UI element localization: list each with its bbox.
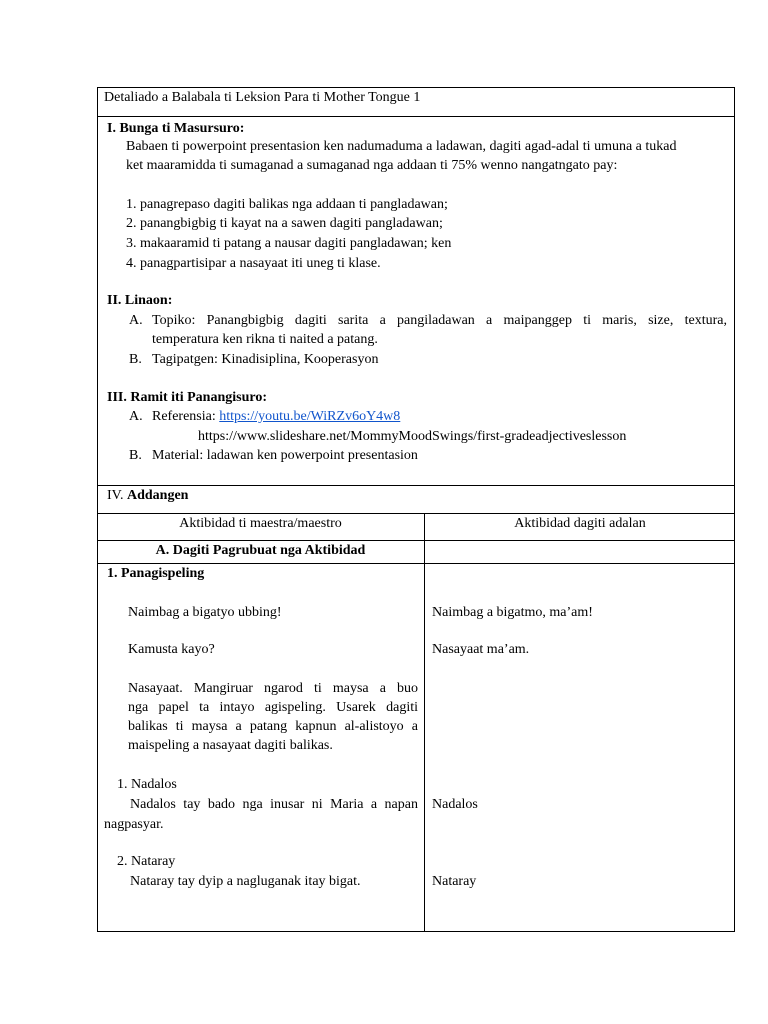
section1-intro-line1: Babaen ti powerpoint presentasion ken nadumaduma a ladawan, dagiti agad-adal ti umuna a tukad	[126, 139, 677, 154]
objective-item: 2. panangbigbig ti kayat na a sawen dagiti pangladawan;	[126, 216, 443, 231]
section3-heading: III. Ramit iti Panangisuro:	[107, 390, 267, 405]
word1-sentence-line2: nagpasyar.	[104, 817, 164, 832]
section3-a-label: A.	[129, 409, 143, 424]
teacher-greeting: Naimbag a bigatyo ubbing!	[128, 605, 282, 620]
column-header-students: Aktibidad dagiti adalan	[514, 516, 646, 531]
table-subsection-divider	[97, 563, 735, 564]
objective-item: 3. makaaramid ti patang a nausar dagiti pangladawan; ken	[126, 236, 452, 251]
section3-b-label: B.	[129, 448, 142, 463]
word1-label: 1. Nadalos	[117, 777, 177, 792]
teacher-instruction-line: nga papel ta intayo agispeling. Usarek dagiti	[128, 700, 418, 715]
slideshare-reference: https://www.slideshare.net/MommyMoodSwings/first-gradeadjectiveslesson	[198, 429, 627, 444]
reference-prefix: Referensia:	[152, 409, 220, 424]
word2-answer: Nataray	[432, 874, 477, 889]
word2-sentence: Nataray tay dyip a nagluganak itay bigat.	[130, 874, 361, 889]
document-title: Detaliado a Balabala ti Leksion Para ti Mother Tongue 1	[104, 90, 421, 105]
table-column-divider	[424, 513, 425, 932]
section3-reference	[152, 408, 400, 426]
subsection-a-title: A. Dagiti Pagrubuat nga Aktibidad	[155, 543, 366, 558]
section1-intro-line2: ket maaramidda ti sumaganad a sumaganad nga addaan ti 75% wenno nangatngato pay:	[126, 158, 618, 173]
objective-item: 1. panagrepaso dagiti balikas nga addaan ti pangladawan;	[126, 197, 448, 212]
item1-heading: 1. Panagispeling	[107, 566, 205, 581]
section4-title: Addangen	[126, 488, 189, 503]
youtube-reference-link[interactable]: https://youtu.be/WiRZv6oY4w8	[219, 409, 401, 424]
student-kamusta: Nasayaat ma’am.	[432, 642, 530, 657]
table-header-divider	[97, 540, 735, 541]
title-divider	[97, 116, 735, 117]
column-header-teacher: Aktibidad ti maestra/maestro	[179, 516, 342, 531]
word1-answer: Nadalos	[432, 797, 478, 812]
table-top-border	[97, 513, 735, 514]
section4-heading	[107, 487, 188, 505]
section2-heading: II. Linaon:	[107, 293, 173, 308]
section4-top-divider	[97, 485, 735, 486]
section1-heading: I. Bunga ti Masursuro:	[107, 121, 245, 136]
objective-item: 4. panagpartisipar a nasayaat iti uneg ti klase.	[126, 256, 381, 271]
section2-values: Tagipatgen: Kinadisiplina, Kooperasyon	[152, 352, 379, 367]
teacher-instruction-line: maispeling a nasayaat dagiti balikas.	[128, 738, 333, 753]
section2-topic-line1: Topiko: Panangbigbig dagiti sarita a pangiladawan a maipanggep ti maris, size, textura,	[152, 313, 727, 328]
word2-label: 2. Nataray	[117, 854, 176, 869]
section2-a-label: A.	[129, 313, 143, 328]
section4-roman: IV.	[107, 488, 124, 503]
section3-materials: Material: ladawan ken powerpoint presentasion	[152, 448, 418, 463]
teacher-instruction-line: Nasayaat. Mangiruar ngarod ti maysa a buo	[128, 681, 418, 696]
section2-b-label: B.	[129, 352, 142, 367]
word1-sentence-line1: Nadalos tay bado nga inusar ni Maria a napan	[130, 797, 418, 812]
teacher-kamusta: Kamusta kayo?	[128, 642, 215, 657]
teacher-instruction-line: balikas ti maysa a patang kapnun al-alistoyo a	[128, 719, 418, 734]
student-greeting: Naimbag a bigatmo, ma’am!	[432, 605, 593, 620]
section2-topic-line2: temperatura ken rikna ti naited a patang.	[152, 332, 378, 347]
